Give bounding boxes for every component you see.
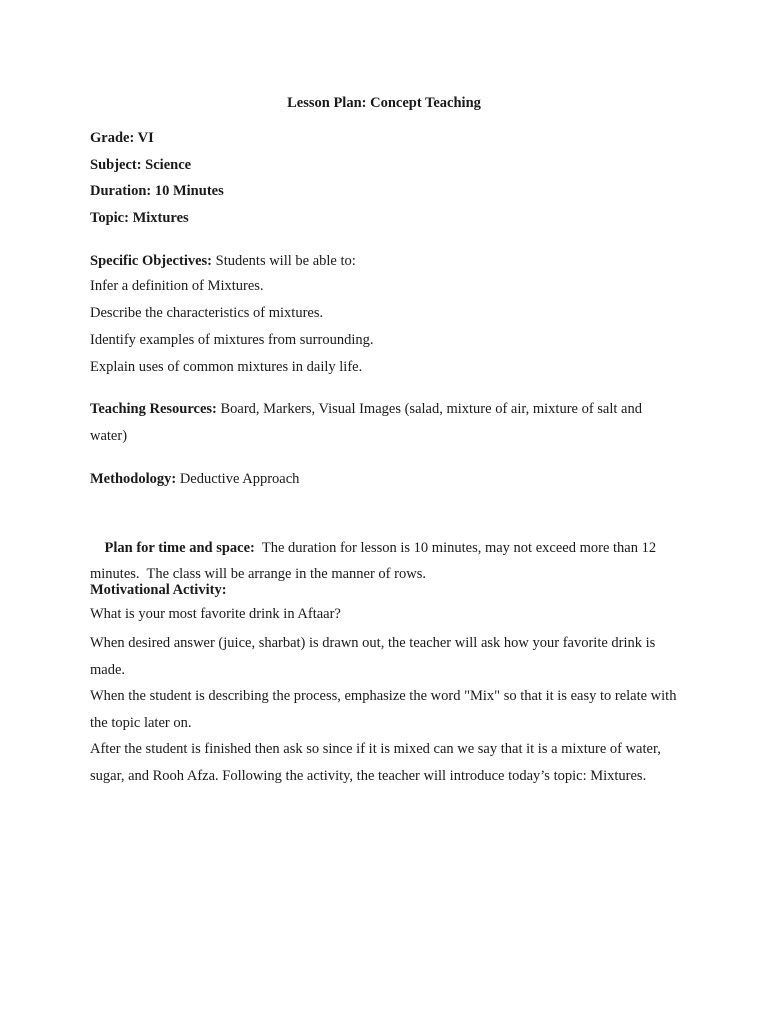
motivational-paragraph: When desired answer (juice, sharbat) is drawn out, the teacher will ask how your favorite drink is made.	[90, 635, 656, 678]
motivational-heading: Motivational Activity:	[90, 582, 227, 598]
motivational-paragraph: When the student is describing the process, emphasize the word "Mix" so that it is easy to relate with the topic later on.	[90, 688, 677, 731]
objective-item: Describe the characteristics of mixtures.	[90, 305, 324, 321]
objectives-heading	[90, 251, 356, 271]
subject-line: Subject: Science	[90, 157, 192, 173]
topic-line: Topic: Mixtures	[90, 210, 189, 226]
objective-item: Infer a definition of Mixtures.	[90, 278, 264, 294]
resources-label: Teaching Resources:	[90, 401, 217, 417]
objectives-label: Specific Objectives:	[90, 253, 213, 269]
grade-line: Grade: VI	[90, 130, 154, 146]
motivational-paragraph: After the student is finished then ask so since if it is mixed can we say that it is a mixture of water, sugar, and Rooh Afza. Following the activity, the teacher will introduce today’s topic: Mixtures.	[90, 741, 661, 784]
methodology-paragraph	[90, 469, 299, 489]
motivational-paragraph: What is your most favorite drink in Aftaar?	[90, 606, 341, 622]
methodology-text: Deductive Approach	[176, 471, 300, 487]
plan-text: The duration for lesson is 10 minutes, may not exceed more than 12 minutes. The class will be arrange in the manner of rows.	[90, 539, 660, 582]
duration-line: Duration: 10 Minutes	[90, 183, 224, 199]
objective-item: Identify examples of mixtures from surrounding.	[90, 332, 374, 348]
objective-item: Explain uses of common mixtures in daily life.	[90, 359, 363, 375]
objectives-intro: Students will be able to:	[212, 253, 356, 269]
methodology-label: Methodology:	[90, 471, 177, 487]
plan-label: Plan for time and space:	[104, 539, 255, 556]
resources-paragraph	[90, 396, 680, 449]
resources-text: Board, Markers, Visual Images (salad, mixture of air, mixture of salt and water)	[90, 401, 642, 444]
page-title: Lesson Plan: Concept Teaching	[287, 95, 481, 111]
